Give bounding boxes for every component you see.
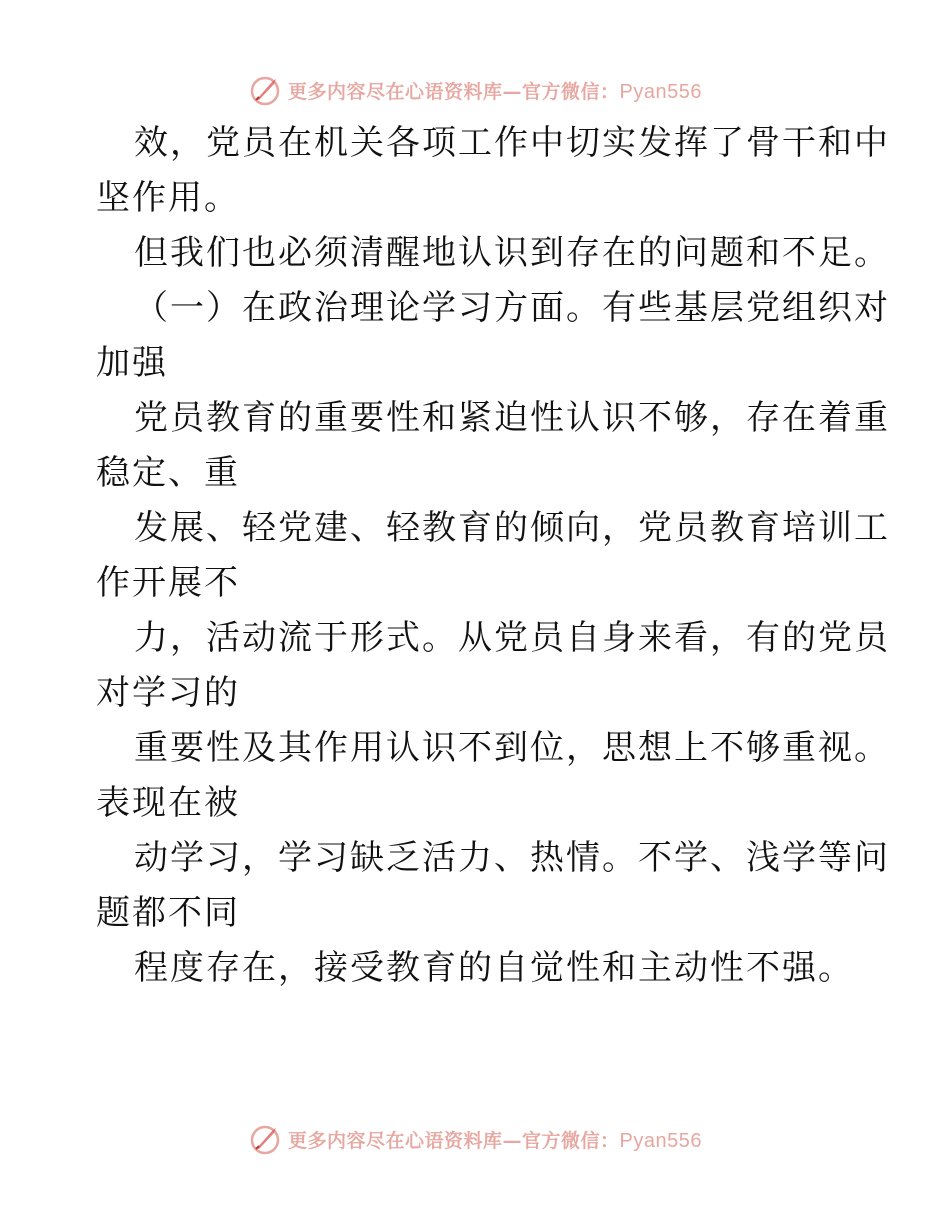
text-line: 题都不同: [96, 893, 240, 933]
text-line: 动学习，学习缺乏活力、热情。不学、浅学等问: [134, 838, 890, 878]
text-line: 发展、轻党建、轻教育的倾向，党员教育培训工: [134, 508, 890, 548]
watermark-text: 更多内容尽在心语资料库—官方微信：Pyan556: [288, 80, 702, 103]
text-line: 坚作用。: [96, 178, 240, 218]
text-line: 表现在被: [96, 783, 240, 823]
header-watermark: [0, 72, 950, 108]
text-line: 对学习的: [96, 673, 240, 713]
text-line: 稳定、重: [96, 453, 240, 493]
text-line: 加强: [96, 343, 168, 383]
text-line: （一）在政治理论学习方面。有些基层党组织对: [134, 288, 890, 328]
text-line: 但我们也必须清醒地认识到存在的问题和不足。: [134, 233, 890, 273]
quill-logo-icon: [248, 73, 282, 107]
text-line: 作开展不: [96, 563, 240, 603]
text-line: 重要性及其作用认识不到位，思想上不够重视。: [134, 728, 890, 768]
quill-logo-icon: [248, 1122, 282, 1156]
text-line: 力，活动流于形式。从党员自身来看，有的党员: [134, 618, 890, 658]
text-line: 效，党员在机关各项工作中切实发挥了骨干和中: [134, 123, 890, 163]
footer-watermark: [0, 1121, 950, 1157]
watermark-text: 更多内容尽在心语资料库—官方微信：Pyan556: [288, 1129, 702, 1152]
document-body: [96, 116, 890, 996]
text-line: 党员教育的重要性和紧迫性认识不够，存在着重: [134, 398, 890, 438]
text-line: 程度存在，接受教育的自觉性和主动性不强。: [134, 948, 854, 988]
